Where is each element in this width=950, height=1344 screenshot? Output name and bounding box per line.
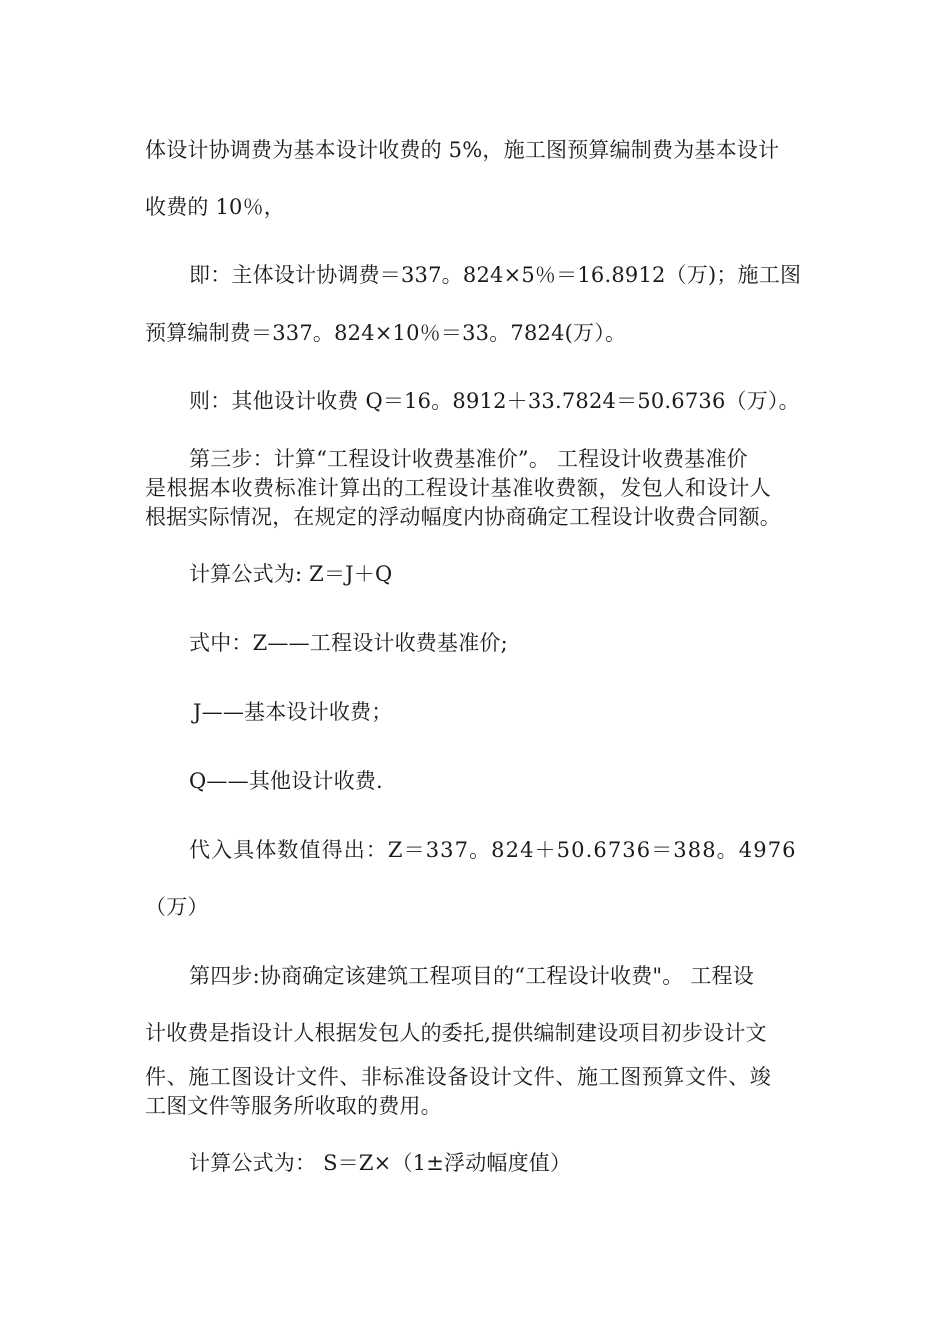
paragraph-line: 是根据本收费标准计算出的工程设计基准收费额，发包人和设计人 <box>145 476 772 500</box>
definition-line: Q——其他设计收费. <box>189 769 383 793</box>
paragraph-line: 即：主体设计协调费＝337。824×5％＝16.8912（万)；施工图 <box>189 263 802 287</box>
paragraph-line: （万） <box>145 895 209 919</box>
paragraph-line: 则：其他设计收费 Q＝16。8912＋33.7824＝50.6736（万）。 <box>189 389 800 413</box>
paragraph-line: 体设计协调费为基本设计收费的 5%，施工图预算编制费为基本设计 <box>145 138 780 162</box>
formula-line: 计算公式为： S＝Z×（1±浮动幅度值） <box>189 1151 572 1175</box>
paragraph-line: 件、施工图设计文件、非标准设备设计文件、施工图预算文件、竣 <box>145 1065 772 1089</box>
paragraph-line: 根据实际情况，在规定的浮动幅度内协商确定工程设计收费合同额。 <box>145 505 781 529</box>
paragraph-line: 工图文件等服务所收取的费用。 <box>145 1094 442 1118</box>
paragraph-line: 代入具体数值得出：Z＝337。824＋50.6736＝388。4976 <box>189 838 797 862</box>
definition-line: 式中：Z——工程设计收费基准价; <box>189 631 508 655</box>
paragraph-line: 计收费是指设计人根据发包人的委托,提供编制建设项目初步设计文 <box>145 1021 767 1045</box>
paragraph-line: 第三步：计算“工程设计收费基准价”。 工程设计收费基准价 <box>189 447 748 471</box>
paragraph-line: 收费的 10％， <box>145 195 285 219</box>
paragraph-line: 预算编制费＝337。824×10％＝33。7824(万）。 <box>145 321 627 345</box>
definition-line: J——基本设计收费； <box>193 700 393 724</box>
paragraph-line: 第四步:协商确定该建筑工程项目的“工程设计收费"。 工程设 <box>189 964 754 988</box>
formula-line: 计算公式为: Z＝J＋Q <box>189 562 393 586</box>
